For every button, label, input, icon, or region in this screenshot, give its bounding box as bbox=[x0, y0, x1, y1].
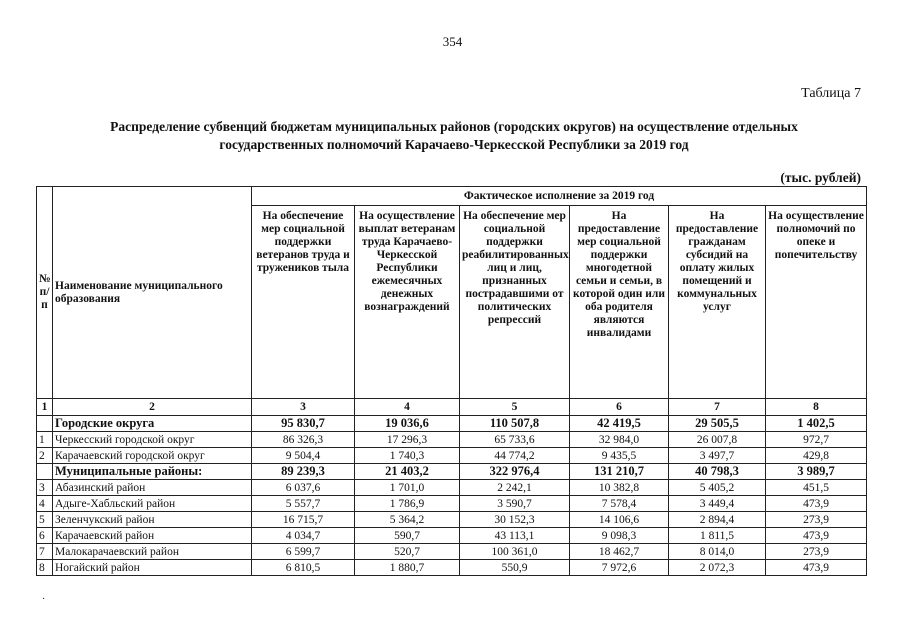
table-label: Таблица 7 bbox=[801, 86, 861, 101]
row-value: 95 830,7 bbox=[252, 416, 355, 432]
row-name: Карачаевский городской округ bbox=[53, 448, 252, 464]
document-title bbox=[40, 118, 868, 154]
row-value: 110 507,8 bbox=[460, 416, 570, 432]
header-col-housing-subsidies: На предоставление гражданам субсидий на оплату жилых помещений и коммунальных услуг bbox=[669, 206, 766, 399]
row-value: 5 557,7 bbox=[252, 496, 355, 512]
row-name: Черкесский городской округ bbox=[53, 432, 252, 448]
column-number-4: 4 bbox=[355, 399, 460, 416]
row-value: 32 984,0 bbox=[570, 432, 669, 448]
units-label: (тыс. рублей) bbox=[780, 170, 861, 185]
row-value: 9 435,5 bbox=[570, 448, 669, 464]
row-name: Ногайский район bbox=[53, 560, 252, 576]
row-value: 2 242,1 bbox=[460, 480, 570, 496]
row-value: 6 037,6 bbox=[252, 480, 355, 496]
row-value: 17 296,3 bbox=[355, 432, 460, 448]
row-value: 520,7 bbox=[355, 544, 460, 560]
row-value: 2 894,4 bbox=[669, 512, 766, 528]
row-number bbox=[37, 464, 53, 480]
table-row bbox=[37, 432, 867, 448]
table-row bbox=[37, 496, 867, 512]
row-name: Городские округа bbox=[53, 416, 252, 432]
row-value: 322 976,4 bbox=[460, 464, 570, 480]
row-value: 1 402,5 bbox=[766, 416, 867, 432]
subventions-table bbox=[36, 186, 867, 576]
row-value: 7 578,4 bbox=[570, 496, 669, 512]
row-value: 9 504,4 bbox=[252, 448, 355, 464]
row-value: 14 106,6 bbox=[570, 512, 669, 528]
row-number: 2 bbox=[37, 448, 53, 464]
row-number bbox=[37, 416, 53, 432]
row-value: 89 239,3 bbox=[252, 464, 355, 480]
header-name: Наименование муниципального образования bbox=[53, 187, 252, 399]
row-value: 473,9 bbox=[766, 560, 867, 576]
row-value: 473,9 bbox=[766, 496, 867, 512]
title-line-2: государственных полномочий Карачаево-Черкесской Республики за 2019 год bbox=[219, 137, 689, 152]
row-value: 16 715,7 bbox=[252, 512, 355, 528]
row-value: 550,9 bbox=[460, 560, 570, 576]
row-value: 10 382,8 bbox=[570, 480, 669, 496]
row-value: 6 810,5 bbox=[252, 560, 355, 576]
row-value: 1 701,0 bbox=[355, 480, 460, 496]
row-value: 7 972,6 bbox=[570, 560, 669, 576]
row-value: 9 098,3 bbox=[570, 528, 669, 544]
column-number-6: 6 bbox=[570, 399, 669, 416]
row-value: 1 880,7 bbox=[355, 560, 460, 576]
total-row bbox=[37, 464, 867, 480]
row-name: Муниципальные районы: bbox=[53, 464, 252, 480]
row-value: 451,5 bbox=[766, 480, 867, 496]
row-name: Адыге-Хабльский район bbox=[53, 496, 252, 512]
title-line-1: Распределение субвенций бюджетам муниципальных районов (городских округов) на осуществление отдельных bbox=[110, 119, 798, 134]
row-value: 1 740,3 bbox=[355, 448, 460, 464]
table-row bbox=[37, 528, 867, 544]
row-value: 30 152,3 bbox=[460, 512, 570, 528]
row-value: 29 505,5 bbox=[669, 416, 766, 432]
header-col-monthly-rewards: На осуществление выплат ветеранам труда Карачаево-Черкесской Республики ежемесячных денежных вознаграждений bbox=[355, 206, 460, 399]
row-number: 7 bbox=[37, 544, 53, 560]
column-number-7: 7 bbox=[669, 399, 766, 416]
row-value: 972,7 bbox=[766, 432, 867, 448]
row-value: 40 798,3 bbox=[669, 464, 766, 480]
header-number: № п/ п bbox=[37, 187, 53, 399]
row-value: 8 014,0 bbox=[669, 544, 766, 560]
row-value: 26 007,8 bbox=[669, 432, 766, 448]
row-value: 4 034,7 bbox=[252, 528, 355, 544]
row-value: 473,9 bbox=[766, 528, 867, 544]
row-number: 5 bbox=[37, 512, 53, 528]
row-value: 21 403,2 bbox=[355, 464, 460, 480]
column-number-5: 5 bbox=[460, 399, 570, 416]
row-number: 3 bbox=[37, 480, 53, 496]
row-value: 86 326,3 bbox=[252, 432, 355, 448]
row-value: 1 811,5 bbox=[669, 528, 766, 544]
page-number: 354 bbox=[442, 34, 463, 49]
row-number: 8 bbox=[37, 560, 53, 576]
table-body bbox=[37, 416, 867, 576]
table-row bbox=[37, 544, 867, 560]
row-name: Зеленчукский район bbox=[53, 512, 252, 528]
row-value: 1 786,9 bbox=[355, 496, 460, 512]
column-number-8: 8 bbox=[766, 399, 867, 416]
row-value: 2 072,3 bbox=[669, 560, 766, 576]
table-row bbox=[37, 480, 867, 496]
column-number-3: 3 bbox=[252, 399, 355, 416]
row-value: 3 989,7 bbox=[766, 464, 867, 480]
column-number-2: 2 bbox=[53, 399, 252, 416]
row-value: 42 419,5 bbox=[570, 416, 669, 432]
column-number-1: 1 bbox=[37, 399, 53, 416]
row-value: 65 733,6 bbox=[460, 432, 570, 448]
row-value: 100 361,0 bbox=[460, 544, 570, 560]
row-value: 5 364,2 bbox=[355, 512, 460, 528]
row-number: 6 bbox=[37, 528, 53, 544]
row-value: 6 599,7 bbox=[252, 544, 355, 560]
row-value: 5 405,2 bbox=[669, 480, 766, 496]
header-col-large-families: На предоставление мер социальной поддержки многодетной семьи и семьи, в которой один или оба родителя являются инвалидами bbox=[570, 206, 669, 399]
row-name: Малокарачаевский район bbox=[53, 544, 252, 560]
row-value: 131 210,7 bbox=[570, 464, 669, 480]
row-value: 19 036,6 bbox=[355, 416, 460, 432]
row-value: 3 590,7 bbox=[460, 496, 570, 512]
row-name: Карачаевский район bbox=[53, 528, 252, 544]
row-value: 18 462,7 bbox=[570, 544, 669, 560]
row-value: 3 497,7 bbox=[669, 448, 766, 464]
header-col-veterans: На обеспечение мер социальной поддержки ветеранов труда и тружеников тыла bbox=[252, 206, 355, 399]
row-value: 44 774,2 bbox=[460, 448, 570, 464]
row-value: 273,9 bbox=[766, 544, 867, 560]
row-value: 429,8 bbox=[766, 448, 867, 464]
scan-mark: · bbox=[42, 594, 46, 605]
table-row bbox=[37, 448, 867, 464]
table-row bbox=[37, 560, 867, 576]
header-col-guardianship: На осуществление полномочий по опеке и попечительству bbox=[766, 206, 867, 399]
table-row bbox=[37, 512, 867, 528]
row-value: 3 449,4 bbox=[669, 496, 766, 512]
row-value: 590,7 bbox=[355, 528, 460, 544]
row-value: 43 113,1 bbox=[460, 528, 570, 544]
row-number: 1 bbox=[37, 432, 53, 448]
row-name: Абазинский район bbox=[53, 480, 252, 496]
row-number: 4 bbox=[37, 496, 53, 512]
row-value: 273,9 bbox=[766, 512, 867, 528]
total-row bbox=[37, 416, 867, 432]
header-group: Фактическое исполнение за 2019 год bbox=[252, 187, 867, 206]
header-col-rehabilitated: На обеспечение мер социальной поддержки реабилитированных лиц и лиц, признанных пострадавшими от политических репрессий bbox=[460, 206, 570, 399]
